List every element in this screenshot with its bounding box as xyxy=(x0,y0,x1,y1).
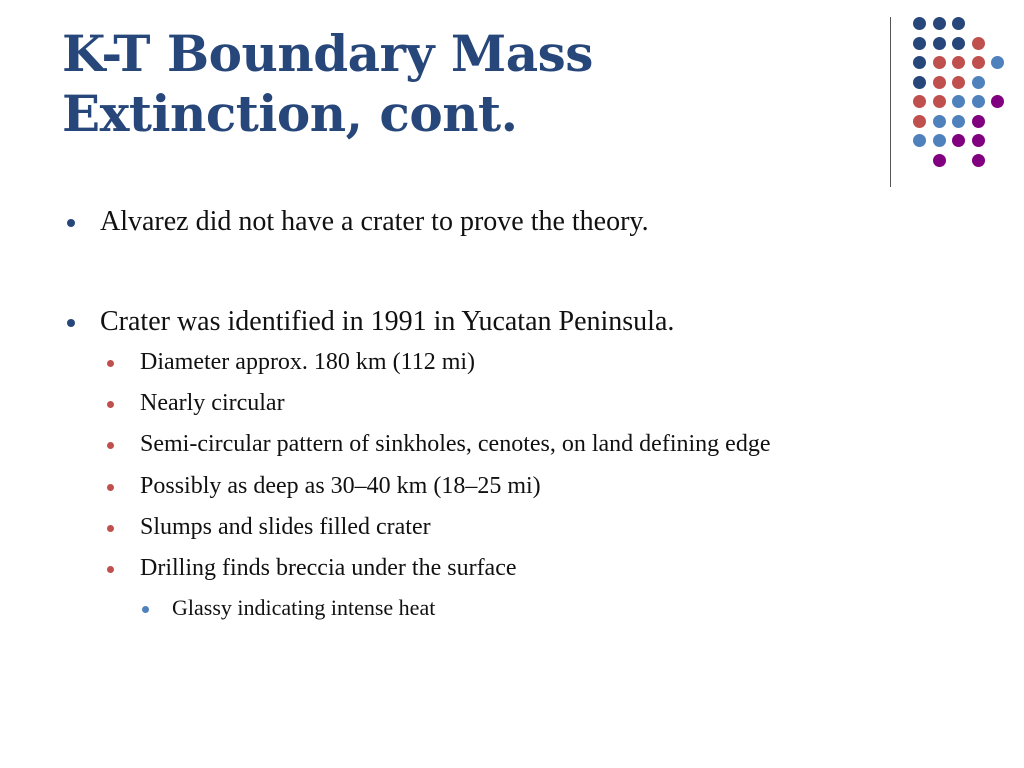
sub-bullet-marker xyxy=(107,566,114,573)
decorative-dot xyxy=(913,17,926,30)
sub-bullet-item: Slumps and slides filled crater xyxy=(140,514,431,540)
vertical-divider xyxy=(890,17,891,187)
decorative-dot xyxy=(952,37,965,50)
decorative-dot xyxy=(972,76,985,89)
decorative-dot xyxy=(913,95,926,108)
decorative-dot xyxy=(952,134,965,147)
sub-bullet-marker xyxy=(107,525,114,532)
bullet-item: Alvarez did not have a crater to prove the theory. xyxy=(100,206,649,237)
sub-bullet-item: Nearly circular xyxy=(140,390,285,416)
decorative-dot xyxy=(952,115,965,128)
decorative-dot xyxy=(972,56,985,69)
sub-bullet-marker xyxy=(107,360,114,367)
decorative-dot xyxy=(952,56,965,69)
sub-bullet-item: Semi-circular pattern of sinkholes, cenotes, on land defining edge xyxy=(140,431,771,457)
decorative-dot xyxy=(913,76,926,89)
decorative-dot xyxy=(933,95,946,108)
sub-bullet-item: Drilling finds breccia under the surface xyxy=(140,555,517,581)
decorative-dot xyxy=(952,17,965,30)
slide-title xyxy=(62,24,862,144)
sub-bullet-item: Diameter approx. 180 km (112 mi) xyxy=(140,349,476,375)
decorative-dot xyxy=(952,95,965,108)
slide-title-line-1: K-T Boundary Mass xyxy=(62,24,593,83)
decorative-dot xyxy=(972,95,985,108)
decorative-dot xyxy=(972,115,985,128)
decorative-dot xyxy=(933,56,946,69)
decorative-dot xyxy=(913,37,926,50)
sub-bullet-item: Possibly as deep as 30–40 km (18–25 mi) xyxy=(140,473,541,499)
decorative-dot xyxy=(933,154,946,167)
decorative-dot xyxy=(972,37,985,50)
decorative-dot xyxy=(952,76,965,89)
bullet-item: Crater was identified in 1991 in Yucatan Peninsula. xyxy=(100,306,675,337)
decorative-dot xyxy=(933,115,946,128)
decorative-dot xyxy=(933,76,946,89)
decorative-dot xyxy=(913,115,926,128)
decorative-dot xyxy=(913,134,926,147)
decorative-dot xyxy=(972,134,985,147)
sub-sub-bullet-item: Glassy indicating intense heat xyxy=(172,595,436,620)
bullet-marker xyxy=(67,219,75,227)
decorative-dot xyxy=(972,154,985,167)
decorative-dot xyxy=(991,95,1004,108)
decorative-dot xyxy=(933,37,946,50)
decorative-dot xyxy=(933,134,946,147)
sub-bullet-marker xyxy=(107,442,114,449)
sub-bullet-marker xyxy=(107,401,114,408)
decorative-dot xyxy=(991,56,1004,69)
sub-sub-bullet-marker xyxy=(142,606,149,613)
decorative-dot xyxy=(913,56,926,69)
slide-title-line-2: Extinction, cont. xyxy=(62,84,518,143)
sub-bullet-marker xyxy=(107,484,114,491)
decorative-dot xyxy=(933,17,946,30)
bullet-marker xyxy=(67,319,75,327)
